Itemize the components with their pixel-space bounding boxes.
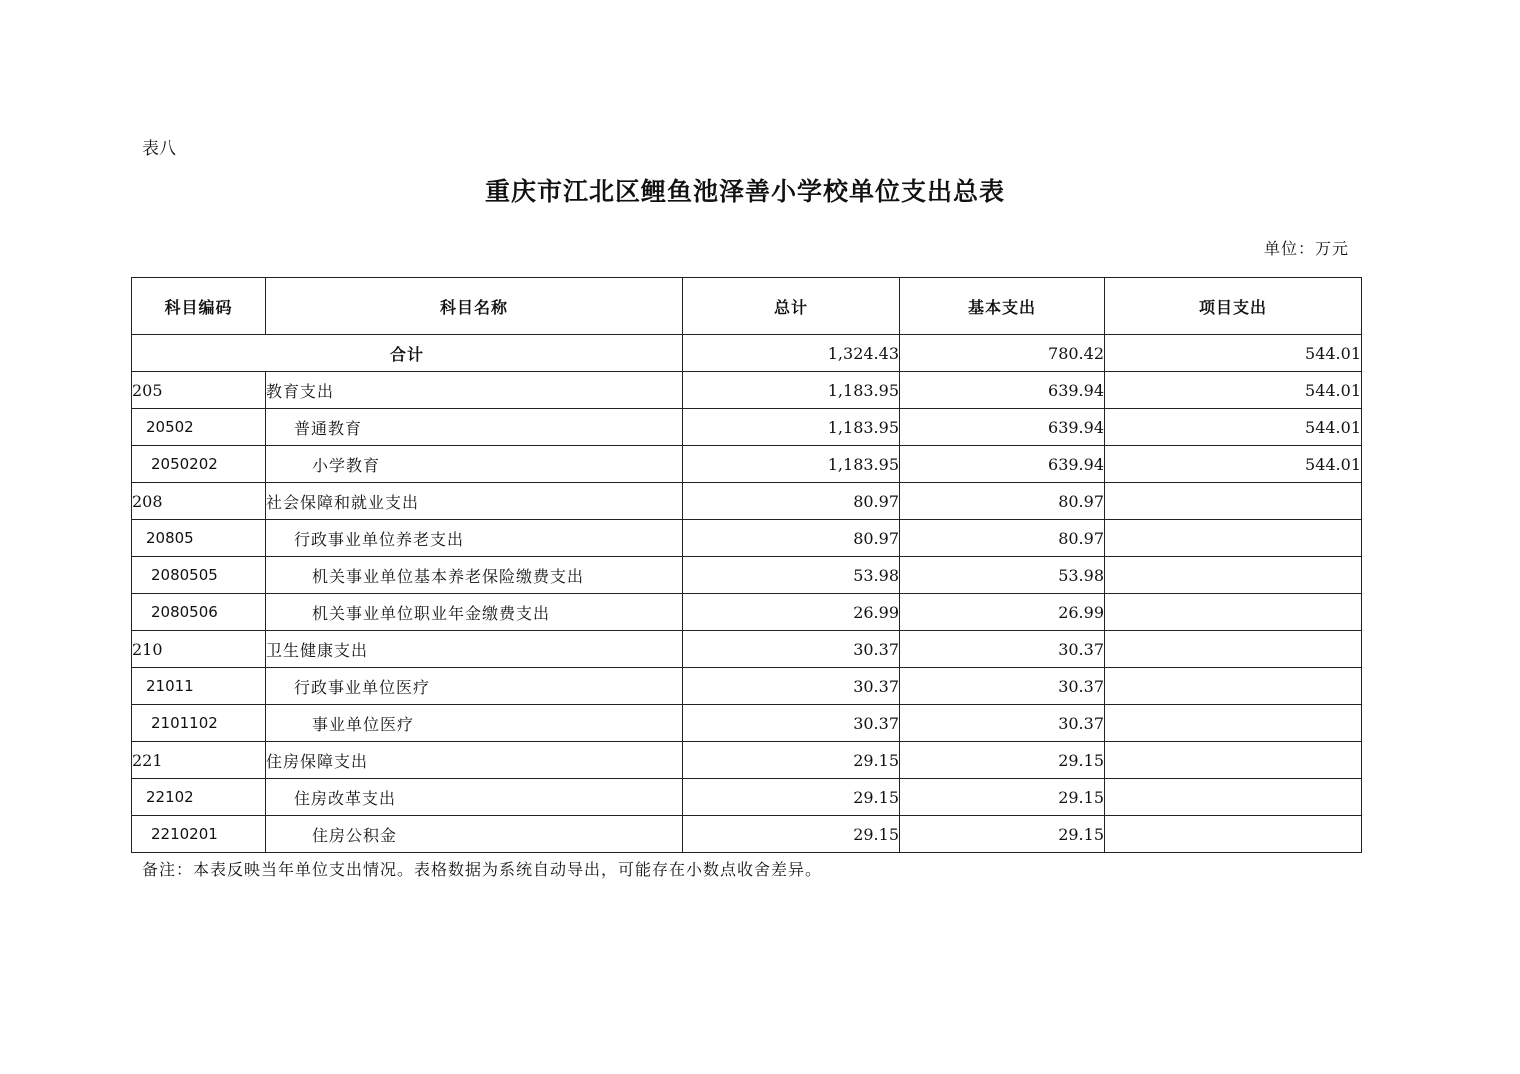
row-total: 30.37: [683, 631, 900, 668]
unit-label: 单位：万元: [1263, 239, 1349, 258]
row-project: [1105, 594, 1362, 631]
header-name: 科目名称: [266, 278, 683, 335]
row-basic: 639.94: [900, 446, 1105, 483]
row-project: 544.01: [1105, 409, 1362, 446]
row-basic: 26.99: [900, 594, 1105, 631]
row-code: 210: [132, 631, 266, 668]
row-project: [1105, 705, 1362, 742]
row-code: 2101102: [132, 705, 266, 742]
table-row: [132, 446, 1362, 483]
row-code: 20502: [132, 409, 266, 446]
row-basic: 80.97: [900, 483, 1105, 520]
row-total: 29.15: [683, 779, 900, 816]
table-row: [132, 668, 1362, 705]
row-total: 1,183.95: [683, 446, 900, 483]
row-basic: 30.37: [900, 668, 1105, 705]
row-code: 221: [132, 742, 266, 779]
row-basic: 53.98: [900, 557, 1105, 594]
summary-total: 1,324.43: [683, 335, 900, 372]
row-total: 29.15: [683, 742, 900, 779]
table-row: [132, 631, 1362, 668]
row-project: [1105, 816, 1362, 853]
row-name: 事业单位医疗: [266, 705, 683, 742]
row-name: 住房改革支出: [266, 779, 683, 816]
row-project: 544.01: [1105, 372, 1362, 409]
row-total: 29.15: [683, 816, 900, 853]
table-row: [132, 705, 1362, 742]
table-row: [132, 594, 1362, 631]
table-number-label: 表八: [142, 139, 176, 159]
row-project: 544.01: [1105, 446, 1362, 483]
summary-basic: 780.42: [900, 335, 1105, 372]
row-basic: 29.15: [900, 816, 1105, 853]
row-total: 26.99: [683, 594, 900, 631]
row-name: 住房保障支出: [266, 742, 683, 779]
row-basic: 29.15: [900, 742, 1105, 779]
row-code: 205: [132, 372, 266, 409]
row-total: 53.98: [683, 557, 900, 594]
header-project: 项目支出: [1105, 278, 1362, 335]
row-name: 住房公积金: [266, 816, 683, 853]
row-total: 1,183.95: [683, 409, 900, 446]
row-name: 社会保障和就业支出: [266, 483, 683, 520]
row-total: 30.37: [683, 668, 900, 705]
row-basic: 29.15: [900, 779, 1105, 816]
table-row: [132, 409, 1362, 446]
row-basic: 639.94: [900, 409, 1105, 446]
header-basic: 基本支出: [900, 278, 1105, 335]
row-code: 21011: [132, 668, 266, 705]
footnote: 备注：本表反映当年单位支出情况。表格数据为系统自动导出，可能存在小数点收舍差异。: [142, 860, 823, 879]
row-basic: 30.37: [900, 631, 1105, 668]
row-name: 行政事业单位养老支出: [266, 520, 683, 557]
row-basic: 80.97: [900, 520, 1105, 557]
row-code: 2080506: [132, 594, 266, 631]
row-code: 22102: [132, 779, 266, 816]
row-name: 机关事业单位基本养老保险缴费支出: [266, 557, 683, 594]
table-row: [132, 372, 1362, 409]
table-header-row: [132, 278, 1362, 335]
summary-project: 544.01: [1105, 335, 1362, 372]
row-total: 80.97: [683, 520, 900, 557]
row-code: 2210201: [132, 816, 266, 853]
document-title: 重庆市江北区鲤鱼池泽善小学校单位支出总表: [484, 177, 1005, 206]
row-basic: 30.37: [900, 705, 1105, 742]
header-code: 科目编码: [132, 278, 266, 335]
summary-label: 合计: [132, 335, 683, 372]
table-row: [132, 520, 1362, 557]
row-name: 机关事业单位职业年金缴费支出: [266, 594, 683, 631]
row-project: [1105, 483, 1362, 520]
table-row: [132, 779, 1362, 816]
table-row: [132, 483, 1362, 520]
row-total: 80.97: [683, 483, 900, 520]
row-name: 行政事业单位医疗: [266, 668, 683, 705]
summary-row: [132, 335, 1362, 372]
row-project: [1105, 557, 1362, 594]
row-code: 2080505: [132, 557, 266, 594]
row-basic: 639.94: [900, 372, 1105, 409]
row-code: 20805: [132, 520, 266, 557]
row-name: 普通教育: [266, 409, 683, 446]
row-code: 2050202: [132, 446, 266, 483]
row-name: 卫生健康支出: [266, 631, 683, 668]
row-project: [1105, 668, 1362, 705]
row-project: [1105, 631, 1362, 668]
table-row: [132, 557, 1362, 594]
expense-table: [131, 277, 1362, 853]
row-project: [1105, 742, 1362, 779]
table-row: [132, 816, 1362, 853]
row-code: 208: [132, 483, 266, 520]
header-total: 总计: [683, 278, 900, 335]
row-project: [1105, 520, 1362, 557]
row-total: 1,183.95: [683, 372, 900, 409]
row-total: 30.37: [683, 705, 900, 742]
row-name: 小学教育: [266, 446, 683, 483]
row-project: [1105, 779, 1362, 816]
row-name: 教育支出: [266, 372, 683, 409]
table-row: [132, 742, 1362, 779]
